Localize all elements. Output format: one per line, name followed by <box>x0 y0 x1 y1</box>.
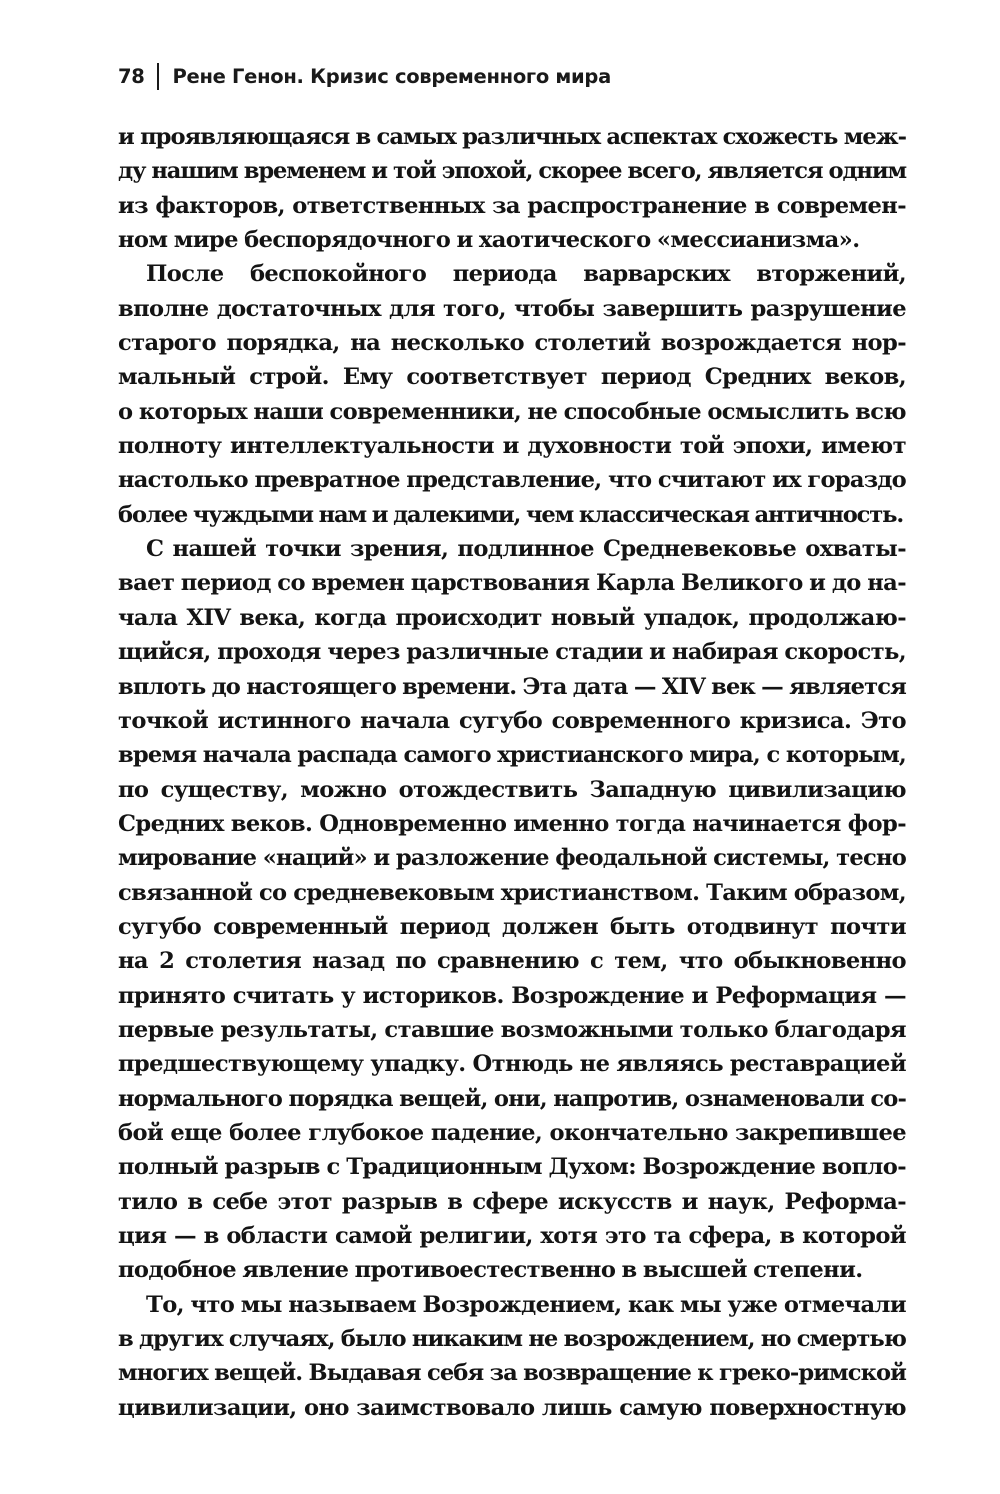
text-line: время начала распада самого христианского мира, с которым, <box>118 742 906 769</box>
text-line: точкой истинного начала сугубо современного кризиса. Это <box>118 707 906 734</box>
running-head-divider <box>157 63 159 90</box>
text-line: первые результаты, ставшие возможными только благодаря <box>118 1016 906 1043</box>
text-line: мальный строй. Ему соответствует период Средних веков, <box>118 364 906 391</box>
text-line: в других случаях, было никаким не возрождением, но смертью <box>118 1326 906 1353</box>
page-number: 78 <box>118 64 145 88</box>
text-line: вает период со времен царствования Карла Великого и до на- <box>118 570 906 597</box>
running-head-title: Рене Генон. Кризис современного мира <box>172 64 611 88</box>
text-line: принято считать у историков. Возрождение и Реформация — <box>118 982 906 1009</box>
text-line: бой еще более глубокое падение, окончательно закрепившее <box>118 1119 906 1146</box>
paragraph-3 <box>118 532 906 1288</box>
text-line: предшествующему упадку. Отнюдь не являясь реставрацией <box>118 1051 906 1078</box>
text-line: о которых наши современники, не способные осмыслить всю <box>118 398 906 425</box>
text-line: ном мире беспорядочного и хаотического «мессианизма». <box>118 227 860 254</box>
text-line: цивилизации, оно заимствовало лишь самую поверхностную <box>118 1394 906 1421</box>
paragraph-4 <box>118 1288 906 1425</box>
text-line: полноту интеллектуальности и духовности той эпохи, имеют <box>118 433 906 460</box>
text-line: То, что мы называем Возрождением, как мы уже отмечали <box>146 1291 906 1318</box>
text-line: щийся, проходя через различные стадии и набирая скорость, <box>118 639 906 666</box>
text-line: старого порядка, на несколько столетий возрождается нор- <box>118 330 906 357</box>
text-line: вплоть до настоящего времени. Эта дата — XIV век — является <box>118 673 906 700</box>
text-line: более чуждыми нам и далекими, чем классическая античность. <box>118 501 904 528</box>
text-line: ду нашим временем и той эпохой, скорее всего, является одним <box>118 158 906 185</box>
paragraph-2 <box>118 257 906 532</box>
text-line: чала XIV века, когда происходит новый упадок, продолжаю- <box>118 604 906 631</box>
paragraph-1 <box>118 120 906 257</box>
body-text <box>118 120 906 1425</box>
text-line: подобное явление противоестественно в высшей степени. <box>118 1257 863 1284</box>
text-line: тило в себе этот разрыв в сфере искусств и наук, Реформа- <box>118 1188 906 1215</box>
text-line: многих вещей. Выдавая себя за возвращение к греко-римской <box>118 1360 906 1387</box>
text-line: вполне достаточных для того, чтобы завершить разрушение <box>118 295 906 322</box>
text-line: Средних веков. Одновременно именно тогда начинается фор- <box>118 810 906 837</box>
text-line: на 2 столетия назад по сравнению с тем, что обыкновенно <box>118 948 906 975</box>
text-line: С нашей точки зрения, подлинное Средневековье охваты- <box>146 536 906 563</box>
text-line: После беспокойного периода варварских вторжений, <box>146 261 906 288</box>
text-line: сугубо современный период должен быть отодвинут почти <box>118 913 906 940</box>
text-line: полный разрыв с Традиционным Духом: Возрождение вопло- <box>118 1154 906 1181</box>
text-line: нормального порядка вещей, они, напротив, ознаменовали со- <box>118 1085 906 1112</box>
text-line: по существу, можно отождествить Западную цивилизацию <box>118 776 906 803</box>
text-line: и проявляющаяся в самых различных аспектах схожесть меж- <box>118 124 906 150</box>
text-line: из факторов, ответственных за распространение в современ- <box>118 192 906 219</box>
text-line: связанной со средневековым христианством. Таким образом, <box>118 879 906 906</box>
text-line: настолько превратное представление, что считают их гораздо <box>118 467 906 494</box>
running-head <box>118 62 611 90</box>
text-line: мирование «наций» и разложение феодальной системы, тесно <box>118 845 906 872</box>
text-line: ция — в области самой религии, хотя это та сфера, в которой <box>118 1223 906 1249</box>
